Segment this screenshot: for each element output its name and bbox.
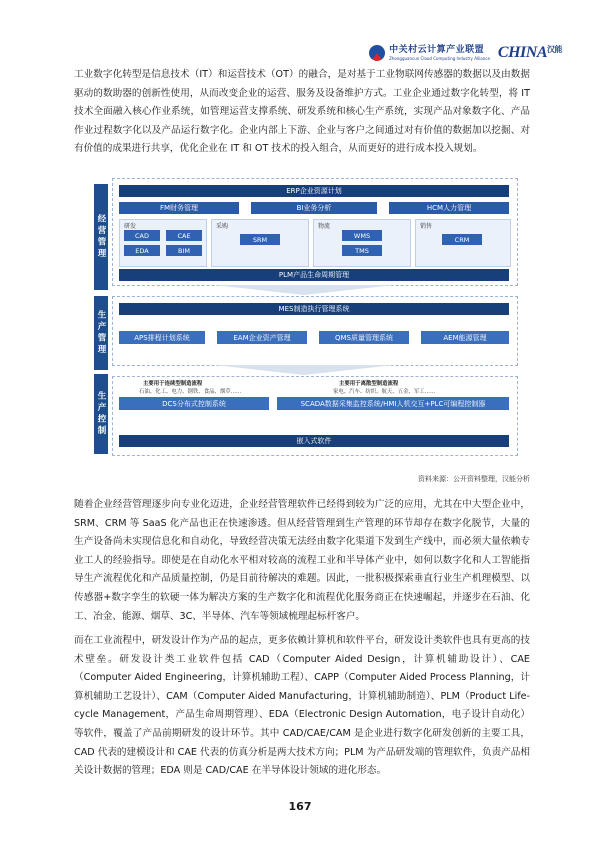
paragraph-2: 随着企业经营管理逐步向专业化迈进，企业经营管理软件已经得到较为广泛的应用，尤其在中大型企业中，SRM、CRM 等 SaaS 化产品也正在快速渗透。但从经营管理到生产管理的环节却存在数字化脱节，大量的生产设备尚未实现信息化和自动化，导致经营决策无法经由数字化渠道下发到生产线中，而必须大量依赖专业工人的经验指导。即使是在自动化水平相对较高的流程工业和半导体产业中，如何以数字化和人工智能指导生产流程优化和产品质量控制，仍是目前待解决的难题。因此，一批积极探索垂直行业生产机理模型、以传感器+数字孪生的软硬一体为解决方案的生产数字化和流程优化服务商正在快速崛起，并逐步在石油、化工、冶金、能源、烟草、3C、半导体、汽车等领域梳理起标杆客户。: [74, 499, 530, 622]
page-number: 167: [288, 800, 312, 813]
side-label-production-control: 生产控制: [94, 374, 108, 454]
figure-caption: 资料来源：公开资料整理，汉能分析: [418, 475, 530, 483]
chip-srm: SRM: [240, 234, 280, 245]
china-logo-sub: 汉能: [547, 45, 562, 54]
rd-box: [119, 219, 207, 267]
chip-cae: CAE: [166, 230, 202, 241]
chip-tms: TMS: [342, 245, 382, 256]
ccia-logo-en: Zhongguancun Cloud Computing Industry Alliance: [389, 55, 490, 61]
sales-box: [415, 219, 511, 267]
chip-bim: BIM: [166, 245, 202, 256]
procure-box: [211, 219, 309, 267]
arrow-down-icon: [214, 365, 394, 375]
fm-bar: FM财务管理: [119, 202, 239, 214]
header-logos: [369, 44, 562, 62]
aem-chip: AEM能源管理: [421, 331, 509, 344]
section-production-mgmt: [112, 296, 518, 366]
scada-bar: SCADA数据采集监控系统/HMI人机交互+PLC可编程控制器: [277, 397, 509, 410]
chip-crm: CRM: [442, 234, 482, 245]
plm-bar: PLM产品生命周期管理: [119, 269, 509, 281]
logistics-box: [313, 219, 411, 267]
ccia-logo-cn: 中关村云计算产业联盟: [389, 44, 485, 55]
architecture-diagram: [94, 178, 516, 456]
embedded-bar: 嵌入式软件: [119, 435, 509, 447]
discrete-industries: 家电、汽车、纺织、航天、五金、军工……: [333, 389, 436, 395]
chip-wms: WMS: [342, 230, 382, 241]
sales-title: 销售: [420, 223, 433, 230]
rd-title: 研发: [124, 223, 137, 230]
logistics-title: 物流: [318, 223, 331, 230]
section-production-control: [112, 376, 518, 456]
erp-bar: ERP企业资源计划: [119, 185, 509, 197]
eam-chip: EAM企业资产管理: [217, 331, 307, 344]
chip-cad: CAD: [124, 230, 160, 241]
china-logo: [498, 44, 562, 62]
paragraph-3: 而在工业流程中，研发设计作为产品的起点，更多依赖计算机和软件平台，研发设计类软件也具有更高的技术壁垒。研发设计类工业软件包括 CAD（Computer Aided Design，计算机辅助设计）、CAE（Computer Aided Engineering，计算机辅助工程）、CAPP（Computer Aided Process Planning，计算机辅助工艺设计）、CAM（Computer Aided Manufacturing，计算机辅助制造）、PLM（Product Life-cycle Management，产品生命周期管理）、EDA（Electronic Design Automation，电子设计自动化）等软件，覆盖了产品前期研发的设计环节。其中 CAD/CAE/CAM 是企业进行数字化研发创新的主要工具，CAD 代表的建模设计和 CAE 代表的仿真分析是两大技术方向；PLM 为产品研发端的管理软件，负责产品相关设计数据的管理；EDA 则是 CAD/CAE 在半导体设计领域的进化形态。: [74, 635, 530, 777]
chip-eda: EDA: [124, 245, 160, 256]
arrow-down-icon: [214, 285, 394, 295]
ccia-logo-icon: [369, 45, 385, 61]
china-logo-text: CHINA: [497, 44, 547, 61]
flow-industries: 石油、化工、电力、钢铁、食品、烟草……: [139, 389, 242, 395]
aps-chip: APS排程计划系统: [119, 331, 205, 344]
dcs-bar: DCS分布式控制系统: [119, 397, 269, 410]
procure-title: 采购: [216, 223, 229, 230]
flow-title: 主要用于连续型制造流程: [143, 381, 203, 387]
discrete-title: 主要用于离散型制造流程: [339, 381, 399, 387]
paragraph-1: 工业数字化转型是信息技术（IT）和运营技术（OT）的融合，是对基于工业物联网传感器的数据以及由数据驱动的数助器的创新性使用，从而改变企业的运营、服务及设备维护方式。工业企业通过数字化转型，将 IT 技术全面融入核心作业系统，如管理运营支撑系统、研发系统和核心生产系统，实现产品对象数字化、产品作业过程数字化以及产品运行数字化。企业内部上下游、企业与客户之间通过对有价值的数据加以挖掘、对有价值的成果进行共享，优化企业在 IT 和 OT 技术的投入组合，从而更好的进行成本投入规划。: [74, 69, 530, 155]
mes-bar: MES制造执行管理系统: [119, 303, 509, 315]
qms-chip: QMS质量管理系统: [319, 331, 409, 344]
side-label-production-mgmt: 生产管理: [94, 296, 108, 370]
hcm-bar: HCM人力管理: [389, 202, 509, 214]
bi-bar: BI业务分析: [251, 202, 377, 214]
section-business: [112, 178, 518, 286]
side-label-business: 经营管理: [94, 184, 108, 290]
ccia-logo: [369, 45, 490, 61]
